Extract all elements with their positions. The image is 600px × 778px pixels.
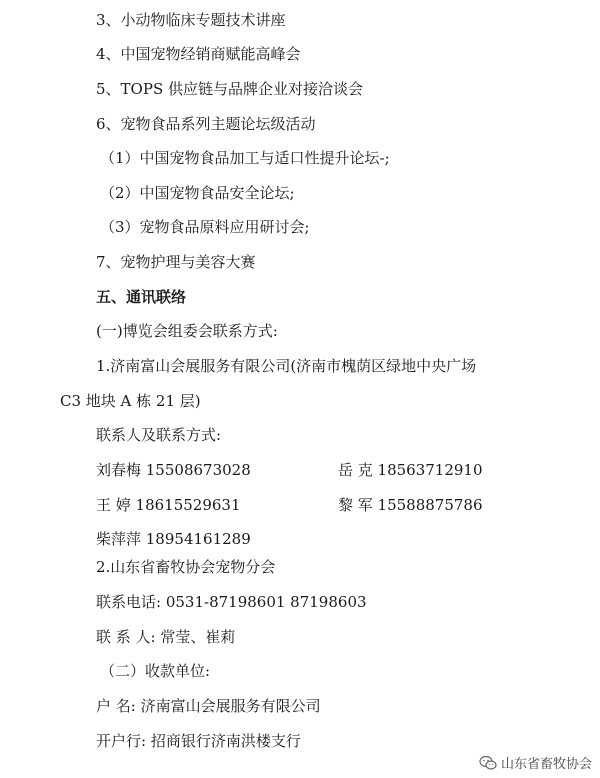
wechat-icon <box>479 755 497 771</box>
company-address-line1: 1.济南富山会展服务有限公司(济南市槐荫区绿地中央广场 <box>96 357 477 375</box>
pet-branch-title: 2.山东省畜牧协会宠物分会 <box>96 558 276 576</box>
activity-item-7: 7、宠物护理与美容大赛 <box>96 253 256 271</box>
subsection-payee: （二）收款单位: <box>100 662 211 680</box>
contact-persons: 联 系 人: 常莹、崔莉 <box>96 628 236 646</box>
bank-name: 开户行: 招商银行济南洪楼支行 <box>96 732 301 750</box>
contact-entry: 王 婷 18615529631 <box>96 496 241 514</box>
sub-item-3: （3）宠物食品原料应用研讨会; <box>100 218 310 236</box>
activity-item-4: 4、中国宠物经销商赋能高峰会 <box>96 45 301 63</box>
contact-entry: 黎 军 15588875786 <box>338 496 483 514</box>
contact-phone: 联系电话: 0531-87198601 87198603 <box>96 593 367 611</box>
activity-item-3: 3、小动物临床专题技术讲座 <box>96 11 286 29</box>
account-name: 户 名: 济南富山会展服务有限公司 <box>96 697 321 715</box>
company-address-line2: C3 地块 A 栋 21 层) <box>60 392 201 410</box>
contact-entry: 刘春梅 15508673028 <box>96 461 251 479</box>
sub-item-2: （2）中国宠物食品安全论坛; <box>100 184 295 202</box>
activity-item-6: 6、宠物食品系列主题论坛级活动 <box>96 115 316 133</box>
section-heading-contact: 五、通讯联络 <box>96 288 187 306</box>
contact-entry: 柴萍萍 18954161289 <box>96 530 251 548</box>
subsection-organizer: (一)博览会组委会联系方式: <box>96 322 278 340</box>
watermark <box>479 753 592 772</box>
contact-persons-label: 联系人及联系方式: <box>96 426 222 444</box>
activity-item-5: 5、TOPS 供应链与品牌企业对接洽谈会 <box>96 80 363 98</box>
watermark-text: 山东省畜牧协会 <box>500 757 592 772</box>
contact-entry: 岳 克 18563712910 <box>338 461 483 479</box>
sub-item-1: （1）中国宠物食品加工与适口性提升论坛-; <box>100 149 390 167</box>
